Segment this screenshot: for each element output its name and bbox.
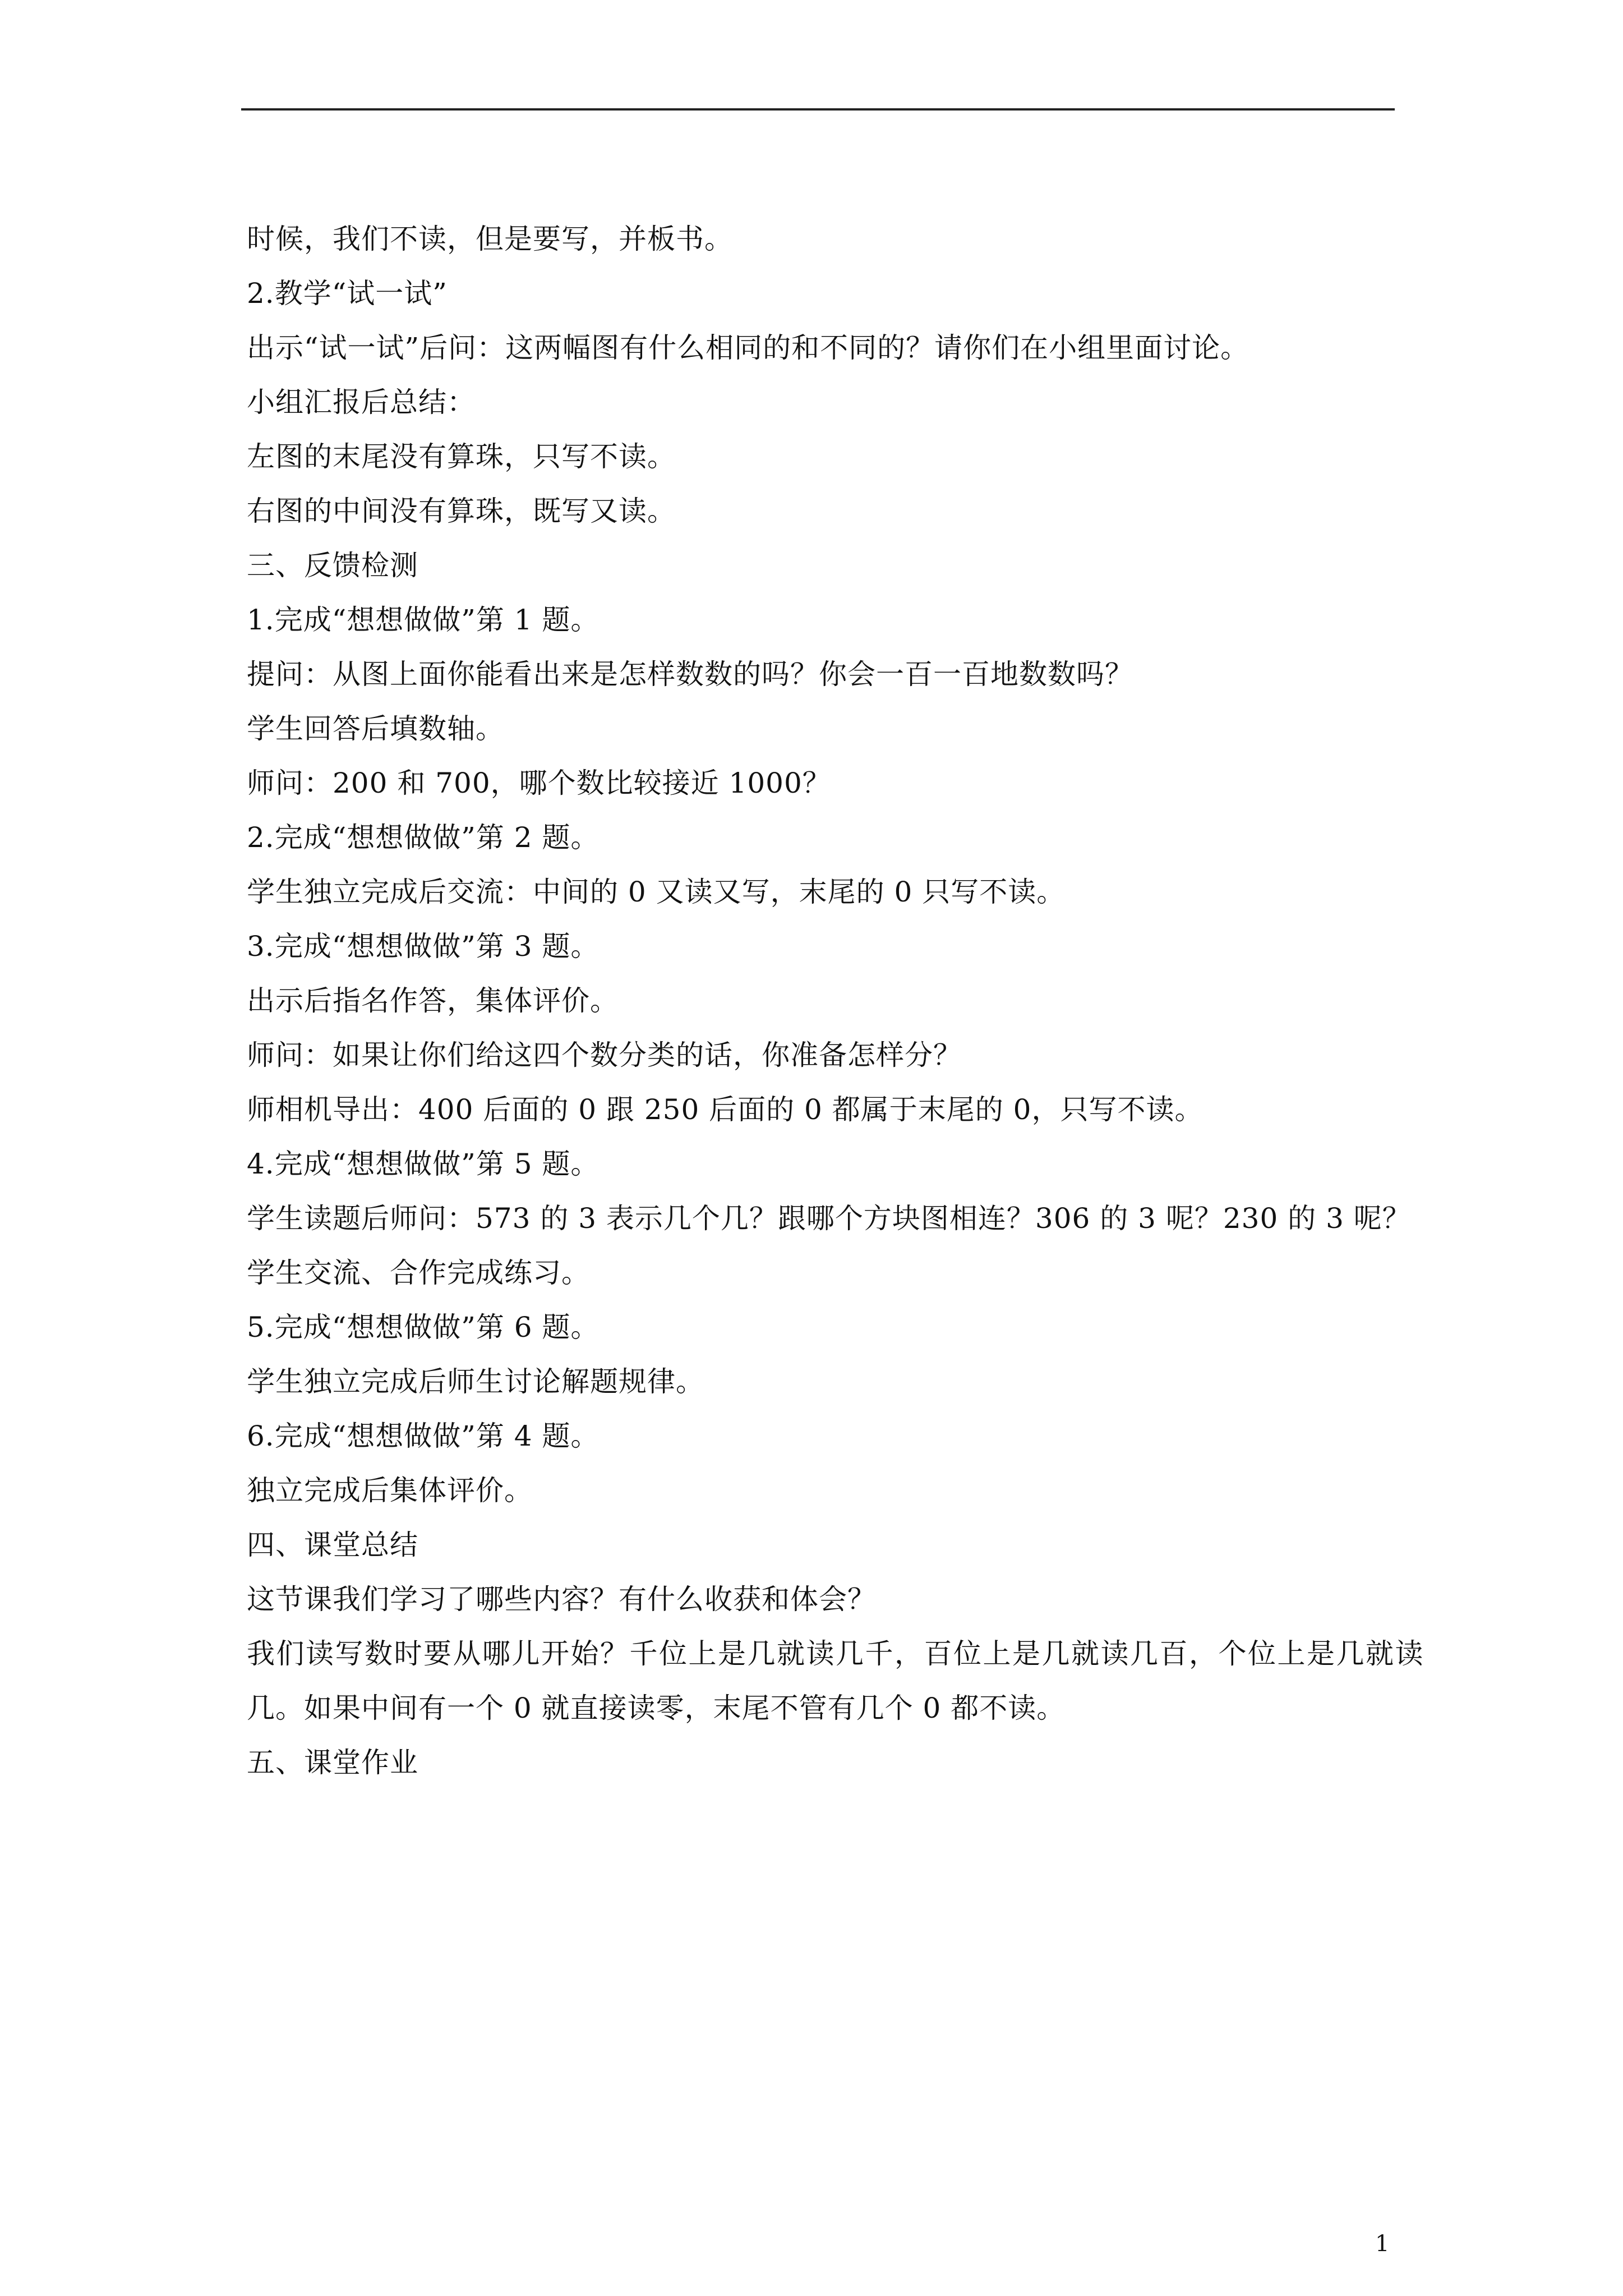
section-heading: 四、课堂总结 bbox=[247, 1529, 418, 1561]
header-rule bbox=[241, 108, 1395, 111]
text-line: 出示后指名作答，集体评价。 bbox=[247, 984, 619, 1017]
text-line: 时候，我们不读，但是要写，并板书。 bbox=[247, 223, 733, 255]
section-heading: 五、课堂作业 bbox=[247, 1746, 418, 1779]
text-line: 2.教学“试一试” bbox=[247, 277, 448, 310]
text-line: 1.完成“想想做做”第 1 题。 bbox=[247, 604, 600, 636]
text-line: 师问：200 和 700，哪个数比较接近 1000？ bbox=[247, 767, 831, 799]
text-line: 6.完成“想想做做”第 4 题。 bbox=[247, 1420, 600, 1452]
text-line: 学生独立完成后交流：中间的 0 又读又写，末尾的 0 只写不读。 bbox=[247, 876, 1066, 908]
text-line: 师问：如果让你们给这四个数分类的话，你准备怎样分？ bbox=[247, 1039, 962, 1071]
section-heading: 三、反馈检测 bbox=[247, 549, 418, 582]
text-line: 小组汇报后总结： bbox=[247, 386, 476, 418]
text-line: 左图的末尾没有算珠，只写不读。 bbox=[247, 440, 676, 473]
text-line: 5.完成“想想做做”第 6 题。 bbox=[247, 1311, 600, 1343]
text-line: 学生读题后师问：573 的 3 表示几个几？跟哪个方块图相连？306 的 3 呢？230 的 3 呢？ bbox=[247, 1202, 1411, 1235]
text-line: 学生独立完成后师生讨论解题规律。 bbox=[247, 1365, 704, 1398]
document-body bbox=[247, 212, 1424, 1790]
text-line: 师相机导出：400 后面的 0 跟 250 后面的 0 都属于末尾的 0，只写不读。 bbox=[247, 1093, 1204, 1126]
text-line: 提问：从图上面你能看出来是怎样数数的吗？你会一百一百地数数吗？ bbox=[247, 658, 1133, 691]
text-line: 3.完成“想想做做”第 3 题。 bbox=[247, 930, 600, 963]
text-line: 这节课我们学习了哪些内容？有什么收获和体会？ bbox=[247, 1583, 876, 1616]
text-line: 2.完成“想想做做”第 2 题。 bbox=[247, 821, 600, 854]
text-line: 出示“试一试”后问：这两幅图有什么相同的和不同的？请你们在小组里面讨论。 bbox=[247, 332, 1249, 364]
page-number: 1 bbox=[1375, 2231, 1390, 2257]
text-line: 我们读写数时要从哪儿开始？千位上是几就读几千，百位上是几就读几百，个位上是几就读 bbox=[247, 1637, 1424, 1670]
text-line: 4.完成“想想做做”第 5 题。 bbox=[247, 1148, 600, 1180]
text-line: 学生回答后填数轴。 bbox=[247, 712, 504, 745]
text-line: 右图的中间没有算珠，既写又读。 bbox=[247, 495, 676, 527]
text-line: 独立完成后集体评价。 bbox=[247, 1474, 533, 1507]
text-line: 学生交流、合作完成练习。 bbox=[247, 1257, 590, 1289]
text-line: 几。如果中间有一个 0 就直接读零，末尾不管有几个 0 都不读。 bbox=[247, 1692, 1066, 1724]
